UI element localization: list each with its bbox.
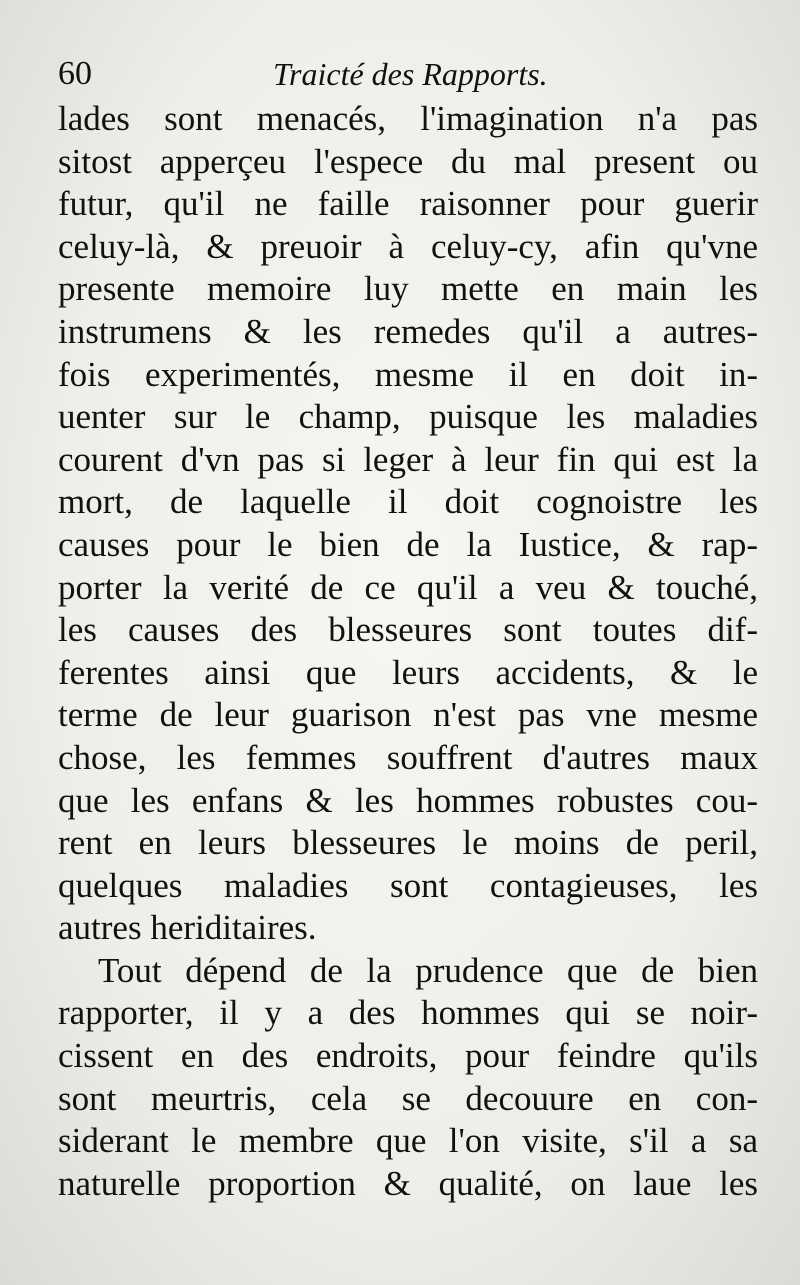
body-text: [58, 98, 758, 1205]
text-line: sont meurtris, cela se decouure en con-: [58, 1078, 758, 1118]
text-line: porter la verité de ce qu'il a veu & touché,: [58, 567, 758, 607]
text-line: rapporter, il y a des hommes qui se noir-: [58, 993, 758, 1033]
text-line: cissent en des endroits, pour feindre qu'ils: [58, 1036, 758, 1076]
text-line: uenter sur le champ, puisque les maladies: [58, 397, 758, 437]
text-line: fois experimentés, mesme il en doit in-: [58, 354, 758, 394]
text-line: siderant le membre que l'on visite, s'il a sa: [58, 1121, 758, 1161]
text-line: chose, les femmes souffrent d'autres maux: [58, 737, 758, 777]
page-number: 60: [58, 55, 92, 92]
text-line: causes pour le bien de la Iustice, & rap-: [58, 524, 758, 564]
page-header: [58, 52, 758, 96]
text-line: rent en leurs blesseures le moins de peril,: [58, 823, 758, 863]
text-line: futur, qu'il ne faille raisonner pour guerir: [58, 184, 758, 224]
text-line: ferentes ainsi que leurs accidents, & le: [58, 652, 758, 692]
text-line: presente memoire luy mette en main les: [58, 269, 758, 309]
text-line: naturelle proportion & qualité, on laue les: [58, 1163, 758, 1203]
text-line: Tout dépend de la prudence que de bien: [98, 950, 758, 990]
text-line: celuy-là, & preuoir à celuy-cy, afin qu'vne: [58, 226, 758, 266]
text-line: terme de leur guarison n'est pas vne mesme: [58, 695, 758, 735]
text-line: que les enfans & les hommes robustes cou-: [58, 780, 758, 820]
text-line: instrumens & les remedes qu'il a autres-: [58, 311, 758, 351]
text-line: quelques maladies sont contagieuses, les: [58, 865, 758, 905]
running-title: Traicté des Rapports.: [273, 56, 548, 92]
text-line: sitost apperçeu l'espece du mal present ou: [58, 141, 758, 181]
text-line: courent d'vn pas si leger à leur fin qui est la: [58, 439, 758, 479]
text-line: mort, de laquelle il doit cognoistre les: [58, 482, 758, 522]
text-line: autres heriditaires.: [58, 908, 317, 948]
text-line: lades sont menacés, l'imagination n'a pas: [58, 99, 758, 138]
text-line: les causes des blesseures sont toutes dif-: [58, 610, 758, 650]
